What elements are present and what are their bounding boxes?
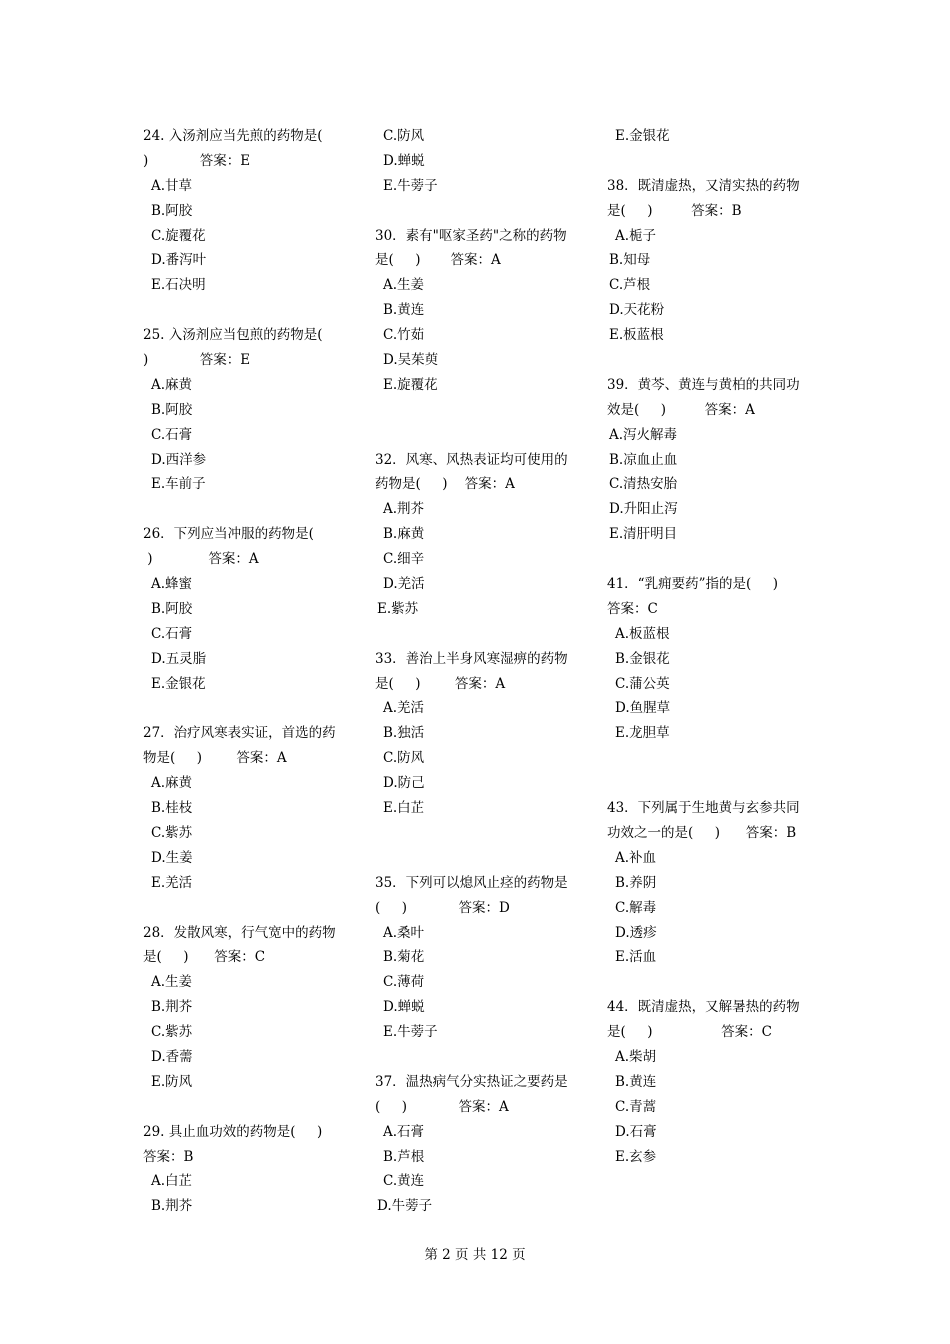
answer-option: D.牛蒡子	[377, 1198, 433, 1215]
answer-option: C.黄连	[383, 1173, 425, 1190]
question-text-line: 33．善治上半身风寒湿痹的药物	[375, 650, 568, 667]
column-1	[143, 124, 348, 1219]
column-2	[375, 124, 580, 1219]
answer-option: C.防风	[383, 128, 425, 144]
answer-option: B.阿胶	[151, 401, 193, 418]
blank-line	[143, 896, 348, 921]
answer-option: D.蝉蜕	[383, 152, 425, 169]
answer-option: A.板蓝根	[615, 625, 670, 642]
answer-option: E.牛蒡子	[383, 1024, 438, 1041]
answer-option: C.细辛	[383, 551, 425, 568]
question-text-line: 41．“乳痈要药”指的是( )	[607, 576, 778, 593]
answer-option: B.麻黄	[383, 526, 425, 543]
question-text-line: ) 答案：A	[143, 551, 259, 568]
answer-option: A.石膏	[383, 1123, 425, 1140]
answer-option: C.清热安胎	[609, 476, 678, 493]
answer-option: A.生姜	[383, 277, 425, 294]
answer-option: C.蒲公英	[615, 675, 670, 692]
answer-option: A.白芷	[151, 1173, 193, 1190]
answer-option: D.蝉蜕	[383, 999, 425, 1016]
blank-line	[607, 771, 812, 796]
answer-option: A.泻火解毒	[609, 426, 678, 443]
question-text-line: 24. 入汤剂应当先煎的药物是(	[143, 128, 323, 144]
question-text-line: 28．发散风寒，行气宽中的药物	[143, 924, 336, 941]
answer-option: D.番泻叶	[151, 252, 207, 269]
question-text-line: 29. 具止血功效的药物是( )	[143, 1123, 323, 1140]
answer-option: A.蜂蜜	[151, 576, 193, 593]
answer-option: D.防己	[383, 775, 425, 792]
question-text-line: 26．下列应当冲服的药物是(	[143, 526, 314, 543]
blank-line	[607, 746, 812, 771]
question-text-line: 37．温热病气分实热证之要药是	[375, 1073, 568, 1090]
question-text-line: 43．下列属于生地黄与玄参共同	[607, 800, 800, 817]
answer-option: B.菊花	[383, 949, 425, 966]
page-footer: 第 2 页 共 12 页	[424, 1247, 526, 1263]
answer-option: C.芦根	[609, 277, 651, 294]
question-text-line: ) 答案：E	[143, 152, 251, 169]
answer-option: A.生姜	[151, 974, 193, 991]
column-3	[607, 124, 812, 1169]
question-text-line: 功效之一的是( ) 答案：B	[607, 824, 797, 841]
answer-option: E.清肝明目	[609, 526, 678, 543]
answer-option: B.黄连	[615, 1073, 657, 1090]
answer-option: C.石膏	[151, 426, 193, 443]
answer-option: A.麻黄	[151, 376, 193, 393]
blank-line	[375, 846, 580, 871]
answer-option: E.白芷	[383, 800, 425, 817]
question-text-line: 25. 入汤剂应当包煎的药物是(	[143, 327, 323, 344]
answer-option: D.升阳止泻	[609, 501, 678, 518]
answer-option: B.金银花	[615, 650, 670, 667]
answer-option: B.阿胶	[151, 202, 193, 219]
answer-option: E.防风	[151, 1073, 193, 1090]
question-text-line: 答案：C	[607, 600, 658, 617]
answer-option: E.石决明	[151, 277, 206, 294]
blank-line	[143, 696, 348, 721]
question-text-line: 39．黄芩、黄连与黄柏的共同功	[607, 376, 800, 393]
answer-option: A.甘草	[151, 177, 193, 194]
blank-line	[375, 1045, 580, 1070]
blank-line	[375, 821, 580, 846]
answer-option: E.龙胆草	[615, 725, 670, 742]
answer-option: B.凉血止血	[609, 451, 678, 468]
question-text-line: 35．下列可以熄风止痉的药物是	[375, 874, 568, 891]
question-text-line: 物是( ) 答案：A	[143, 750, 287, 767]
answer-option: D.透疹	[615, 924, 657, 941]
question-text-line: 30．素有"呕家圣药"之称的药物	[375, 227, 567, 244]
answer-option: A.补血	[615, 849, 657, 866]
blank-line	[143, 497, 348, 522]
answer-option: A.羌活	[383, 700, 425, 717]
question-text-line: 药物是( ) 答案：A	[375, 476, 515, 493]
blank-line	[375, 199, 580, 224]
question-text-line: 是( ) 答案：A	[375, 675, 506, 692]
question-text-line: ( ) 答案：D	[375, 899, 510, 916]
question-text-line: 44．既清虚热，又解暑热的药物	[607, 999, 800, 1016]
answer-option: C.紫苏	[151, 1024, 193, 1041]
answer-option: A.栀子	[615, 227, 657, 244]
answer-option: C.解毒	[615, 899, 657, 916]
answer-option: E.板蓝根	[609, 327, 664, 344]
answer-option: B.桂枝	[151, 800, 193, 817]
answer-option: B.知母	[609, 252, 651, 269]
answer-option: D.五灵脂	[151, 650, 207, 667]
answer-option: D.生姜	[151, 849, 193, 866]
blank-line	[375, 423, 580, 448]
answer-option: D.羌活	[383, 576, 425, 593]
answer-option: E.活血	[615, 949, 657, 966]
blank-line	[607, 149, 812, 174]
answer-option: D.天花粉	[609, 302, 665, 319]
answer-option: D.西洋参	[151, 451, 207, 468]
answer-option: E.羌活	[151, 874, 193, 891]
blank-line	[375, 398, 580, 423]
answer-option: C.旋覆花	[151, 227, 206, 244]
answer-option: C.青蒿	[615, 1098, 657, 1115]
answer-option: E.旋覆花	[383, 376, 438, 393]
question-text-line: 答案：B	[143, 1148, 194, 1165]
answer-option: D.香薷	[151, 1048, 193, 1065]
question-text-line: 是( ) 答案：C	[607, 1024, 772, 1041]
answer-option: D.鱼腥草	[615, 700, 671, 717]
answer-option: C.防风	[383, 750, 425, 767]
answer-option: E.牛蒡子	[383, 177, 438, 194]
question-text-line: 32．风寒、风热表证均可使用的	[375, 451, 568, 468]
answer-option: D.石膏	[615, 1123, 657, 1140]
blank-line	[607, 970, 812, 995]
question-text-line: 27．治疗风寒表实证，首选的药	[143, 725, 336, 742]
answer-option: B.黄连	[383, 302, 425, 319]
answer-option: B.独活	[383, 725, 425, 742]
answer-option: B.阿胶	[151, 600, 193, 617]
blank-line	[607, 348, 812, 373]
answer-option: A.桑叶	[383, 924, 425, 941]
answer-option: C.紫苏	[151, 824, 193, 841]
answer-option: A.麻黄	[151, 775, 193, 792]
answer-option: E.玄参	[615, 1148, 657, 1165]
question-text-line: 38．既清虚热，又清实热的药物	[607, 177, 800, 194]
answer-option: B.养阴	[615, 874, 657, 891]
answer-option: E.金银花	[151, 675, 206, 692]
question-text-line: ) 答案：E	[143, 352, 251, 369]
blank-line	[375, 622, 580, 647]
answer-option: E.紫苏	[377, 600, 419, 617]
answer-option: C.竹茹	[383, 327, 425, 344]
blank-line	[607, 547, 812, 572]
answer-option: B.芦根	[383, 1148, 425, 1165]
answer-option: B.荆芥	[151, 1198, 193, 1215]
answer-option: D.吴茱萸	[383, 352, 439, 369]
answer-option: A.柴胡	[615, 1048, 657, 1065]
blank-line	[143, 1095, 348, 1120]
question-text-line: 是( ) 答案：C	[143, 949, 266, 966]
answer-option: E.金银花	[615, 128, 670, 144]
answer-option: B.荆芥	[151, 999, 193, 1016]
blank-line	[143, 298, 348, 323]
answer-option: C.薄荷	[383, 974, 425, 991]
answer-option: A.荆芥	[383, 501, 425, 518]
question-text-line: 是( ) 答案：B	[607, 202, 742, 219]
question-text-line: 效是( ) 答案：A	[607, 401, 755, 418]
answer-option: E.车前子	[151, 476, 206, 493]
question-text-line: 是( ) 答案：A	[375, 252, 501, 269]
question-text-line: ( ) 答案：A	[375, 1098, 509, 1115]
answer-option: C.石膏	[151, 625, 193, 642]
